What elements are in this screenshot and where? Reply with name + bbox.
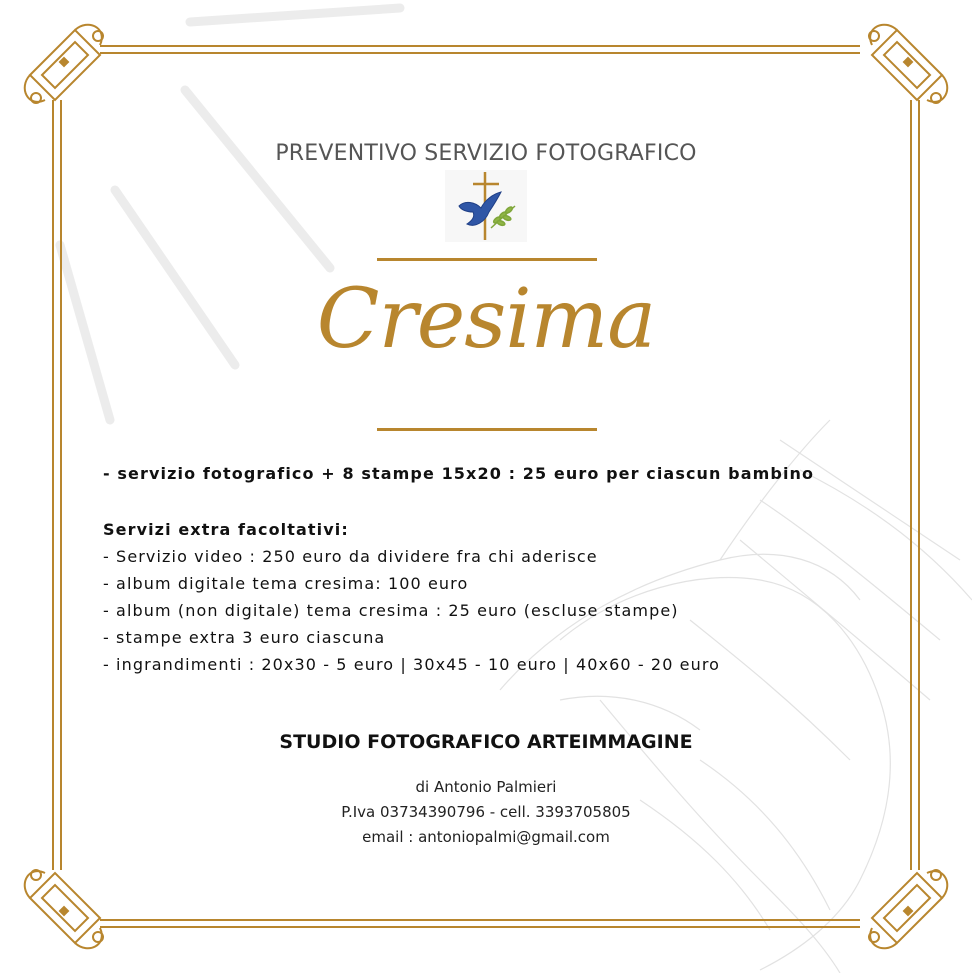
extras-item: - album (non digitale) tema cresima : 25 euro (escluse stampe): [103, 601, 679, 620]
studio-vat-phone: P.Iva 03734390796 - cell. 3393705805: [341, 803, 631, 821]
divider-bottom: [377, 428, 597, 431]
dove-cross-icon: [445, 170, 527, 242]
studio-email: email : antoniopalmi@gmail.com: [362, 828, 610, 846]
page-title: PREVENTIVO SERVIZIO FOTOGRAFICO: [275, 141, 697, 166]
corner-ornament-top-right-icon: [869, 25, 947, 103]
extras-item: - Servizio video : 250 euro da dividere fra chi aderisce: [103, 547, 598, 566]
main-offer: - servizio fotografico + 8 stampe 15x20 : 25 euro per ciascun bambino: [103, 464, 815, 483]
studio-name: STUDIO FOTOGRAFICO ARTEIMMAGINE: [279, 731, 693, 753]
studio-owner: di Antonio Palmieri: [415, 778, 557, 796]
divider-top: [377, 258, 597, 261]
corner-ornament-bottom-left-icon: [25, 870, 103, 948]
extras-section: [103, 516, 903, 678]
extras-item: - stampe extra 3 euro ciascuna: [103, 628, 386, 647]
event-title: Cresima: [316, 272, 656, 367]
corner-ornament-top-left-icon: [25, 25, 103, 103]
extras-item: - ingrandimenti : 20x30 - 5 euro | 30x45 - 10 euro | 40x60 - 20 euro: [103, 655, 721, 674]
extras-heading: Servizi extra facoltativi:: [103, 520, 349, 539]
extras-item: - album digitale tema cresima: 100 euro: [103, 574, 469, 593]
corner-ornament-bottom-right-icon: [869, 870, 947, 948]
